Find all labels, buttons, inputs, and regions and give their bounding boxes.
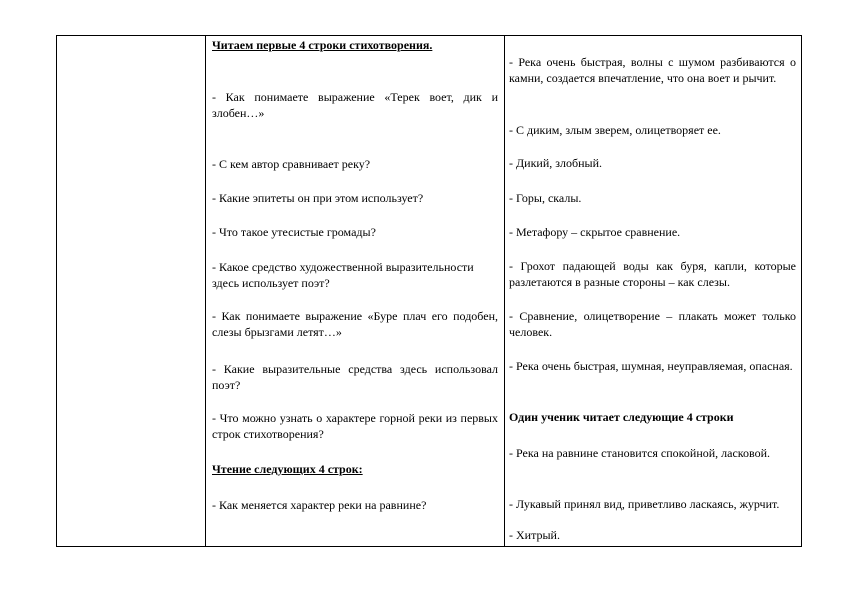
question-cliffs: - Что такое утесистые громады? (212, 225, 376, 239)
answer-7: - Сравнение, олицетворение – плакать может только человек. (509, 309, 796, 339)
question-bure-plach: - Как понимаете выражение «Буре плач его подобен, слезы брызгами летят…» (212, 309, 498, 339)
question-expressive-means: - Какие выразительные средства здесь использовал поэт? (212, 362, 498, 392)
answer-12: - Хитрый. (509, 528, 560, 542)
lesson-table (56, 35, 802, 547)
question-river-character: - Что можно узнать о характере горной реки из первых строк стихотворения? (212, 411, 498, 441)
answer-8: - Река очень быстрая, шумная, неуправляемая, опасная. (509, 359, 793, 373)
answer-11: - Лукавый принял вид, приветливо ласкаясь, журчит. (509, 497, 780, 511)
question-means: - Какое средство художественной выразительности здесь использует поэт? (212, 260, 474, 290)
answer-3: - Дикий, злобный. (509, 156, 603, 170)
question-terek-voet: - Как понимаете выражение «Терек воет, дик и злобен…» (212, 90, 498, 120)
section-heading-first-lines: Читаем первые 4 строки стихотворения. (212, 38, 433, 52)
answer-1: - Река очень быстрая, волны с шумом разбиваются о камни, создается впечатление, что она воет и рычит. (509, 55, 796, 85)
answer-4: - Горы, скалы. (509, 191, 582, 205)
section-heading-next-lines: Чтение следующих 4 строк: (212, 462, 363, 476)
question-compare: - С кем автор сравнивает реку? (212, 157, 371, 171)
column-divider-2 (504, 36, 505, 546)
answer-5: - Метафору – скрытое сравнение. (509, 225, 681, 239)
question-epithets: - Какие эпитеты он при этом использует? (212, 191, 424, 205)
column-divider-1 (205, 36, 206, 546)
answer-2: - С диким, злым зверем, олицетворяет ее. (509, 123, 721, 137)
answer-10: - Река на равнине становится спокойной, ласковой. (509, 446, 771, 460)
question-plain: - Как меняется характер реки на равнине? (212, 498, 427, 512)
answer-9-reading-note: Один ученик читает следующие 4 строки (509, 410, 734, 424)
answer-6: - Грохот падающей воды как буря, капли, которые разлетаются в разные стороны – как слезы. (509, 259, 796, 289)
